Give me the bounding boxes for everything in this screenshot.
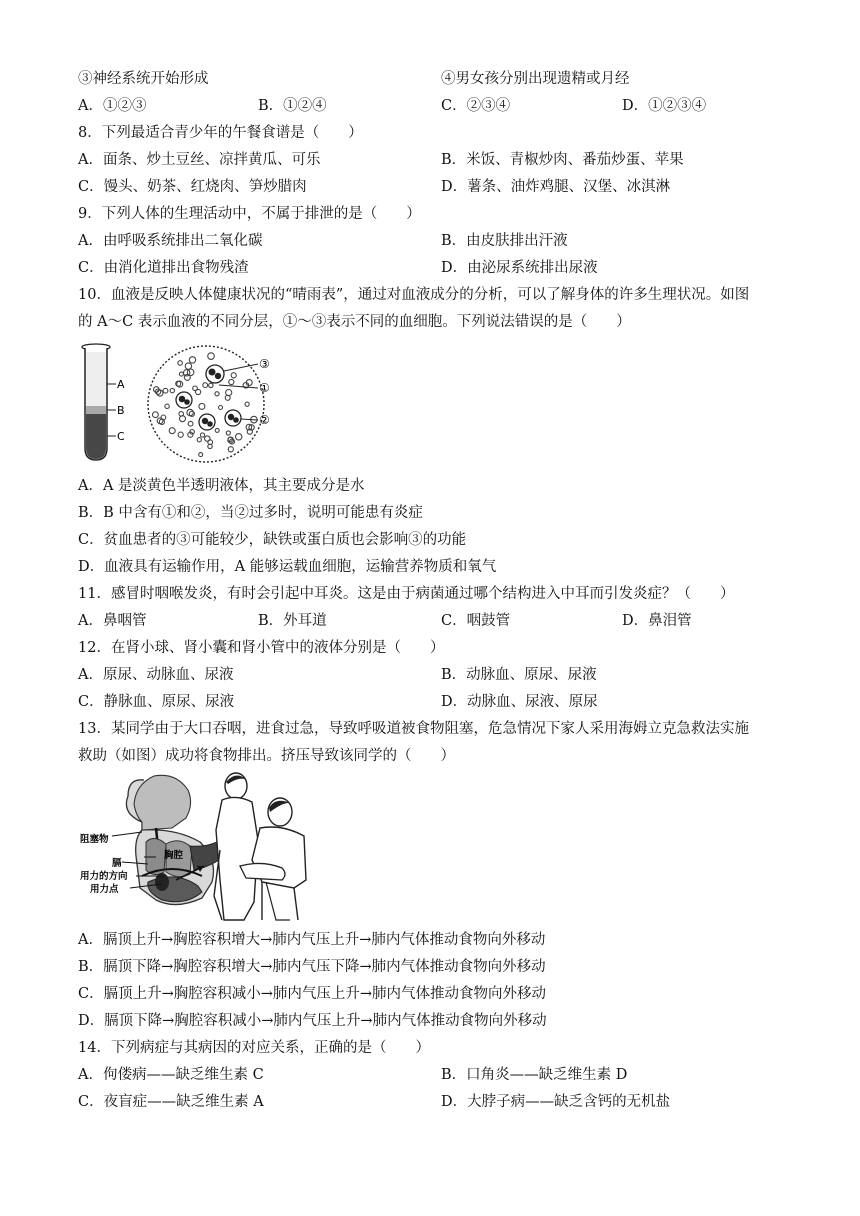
q7-option-c: C．②③④ bbox=[441, 98, 511, 114]
q9-option-d: D．由泌尿系统排出尿液 bbox=[441, 260, 598, 276]
q11-option-b: B．外耳道 bbox=[258, 613, 327, 629]
q12-option-b: B．动脉血、原尿、尿液 bbox=[441, 667, 597, 683]
cell-2-label: ② bbox=[259, 413, 270, 427]
q11-option-c: C．咽鼓管 bbox=[441, 613, 511, 629]
white-blood-cell bbox=[225, 410, 241, 426]
q14-option-c: C．夜盲症——缺乏维生素 A bbox=[78, 1094, 264, 1110]
q7-item-3: ③神经系统开始形成 bbox=[78, 71, 209, 87]
heimlich-figure bbox=[76, 770, 312, 922]
q14-option-b: B．口角炎——缺乏维生素 D bbox=[441, 1067, 628, 1083]
q13-stem-line2: 救助（如图）成功将食物排出。挤压导致该同学的（ ） bbox=[78, 748, 455, 764]
rescue-figures bbox=[214, 773, 306, 920]
white-blood-cell bbox=[206, 365, 224, 383]
layer-a-label: A bbox=[117, 378, 125, 391]
q7-option-d: D．①②③④ bbox=[622, 98, 707, 114]
q14-stem: 14．下列病症与其病因的对应关系，正确的是（ ） bbox=[78, 1040, 430, 1056]
q14-option-a: A．佝偻病——缺乏维生素 C bbox=[78, 1067, 264, 1083]
q13-option-b: B．膈顶下降→胸腔容积增大→肺内气压下降→肺内气体推动食物向外移动 bbox=[78, 959, 546, 975]
q9-option-b: B．由皮肤排出汗液 bbox=[441, 233, 568, 249]
q10-option-c: C．贫血患者的③可能较少，缺铁或蛋白质也会影响③的功能 bbox=[78, 532, 467, 548]
blood-figure bbox=[76, 342, 282, 466]
q13-option-a: A．膈顶上升→胸腔容积增大→肺内气压上升→肺内气体推动食物向外移动 bbox=[78, 932, 546, 948]
white-blood-cell bbox=[176, 392, 192, 408]
q13-stem-line1: 13．某同学由于大口吞咽，进食过急，导致呼吸道被食物阻塞，危急情况下家人采用海姆立克急救法实施 bbox=[78, 721, 749, 737]
q12-stem: 12．在肾小球、肾小囊和肾小管中的液体分别是（ ） bbox=[78, 640, 445, 656]
q10-stem-line2: 的 A～C 表示血液的不同分层，①～③表示不同的血细胞。下列说法错误的是（ ） bbox=[78, 314, 631, 330]
q11-option-a: A．鼻咽管 bbox=[78, 613, 147, 629]
q10-stem-line1: 10．血液是反映人体健康状况的“晴雨表”，通过对血液成分的分析，可以了解身体的许多生理状况。如图 bbox=[78, 287, 750, 303]
q13-option-d: D．膈顶下降→胸腔容积减小→肺内气压上升→肺内气体推动食物向外移动 bbox=[78, 1013, 547, 1029]
label-diaphragm: 膈 bbox=[112, 858, 122, 869]
q10-option-a: A．A 是淡黄色半透明液体，其主要成分是水 bbox=[78, 478, 365, 494]
cell-1-label: ① bbox=[259, 381, 270, 395]
q9-stem: 9．下列人体的生理活动中，不属于排泄的是（ ） bbox=[78, 206, 421, 222]
label-force-direction: 用力的方向 bbox=[80, 871, 128, 882]
cell-3-label: ③ bbox=[259, 357, 270, 371]
white-blood-cell bbox=[199, 414, 215, 430]
label-chest: 胸腔 bbox=[164, 850, 184, 861]
q7-item-4: ④男女孩分别出现遗精或月经 bbox=[441, 71, 630, 87]
layer-c-label: C bbox=[117, 430, 125, 443]
layer-b-label: B bbox=[117, 404, 125, 417]
q12-option-d: D．动脉血、尿液、原尿 bbox=[441, 694, 598, 710]
test-tube bbox=[82, 344, 125, 460]
q8-stem: 8．下列最适合青少年的午餐食谱是（ ） bbox=[78, 125, 363, 141]
q14-option-d: D．大脖子病——缺乏含钙的无机盐 bbox=[441, 1094, 671, 1110]
q8-option-b: B．米饭、青椒炒肉、番茄炒蛋、苹果 bbox=[441, 152, 684, 168]
q11-option-d: D．鼻泪管 bbox=[622, 613, 692, 629]
label-force-point: 用力点 bbox=[90, 884, 119, 895]
q7-option-a: A．①②③ bbox=[78, 98, 147, 114]
q8-option-a: A．面条、炒土豆丝、凉拌黄瓜、可乐 bbox=[78, 152, 321, 168]
q12-option-c: C．静脉血、原尿、尿液 bbox=[78, 694, 235, 710]
q9-option-c: C．由消化道排出食物残渣 bbox=[78, 260, 249, 276]
q13-option-c: C．膈顶上升→胸腔容积减小→肺内气压上升→肺内气体推动食物向外移动 bbox=[78, 986, 547, 1002]
q12-option-a: A．原尿、动脉血、尿液 bbox=[78, 667, 234, 683]
q7-option-b: B．①②④ bbox=[258, 98, 327, 114]
q10-option-b: B．B 中含有①和②，当②过多时，说明可能患有炎症 bbox=[78, 505, 423, 521]
q8-option-c: C．馒头、奶茶、红烧肉、笋炒腊肉 bbox=[78, 179, 307, 195]
label-obstruction: 阻塞物 bbox=[80, 834, 109, 845]
blood-smear bbox=[148, 346, 270, 462]
q9-option-a: A．由呼吸系统排出二氧化碳 bbox=[78, 233, 263, 249]
q8-option-d: D．薯条、油炸鸡腿、汉堡、冰淇淋 bbox=[441, 179, 671, 195]
q11-stem: 11．感冒时咽喉发炎，有时会引起中耳炎。这是由于病菌通过哪个结构进入中耳而引发炎症？（ ） bbox=[78, 586, 735, 602]
q10-option-d: D．血液具有运输作用，A 能够运载血细胞，运输营养物质和氧气 bbox=[78, 559, 497, 575]
